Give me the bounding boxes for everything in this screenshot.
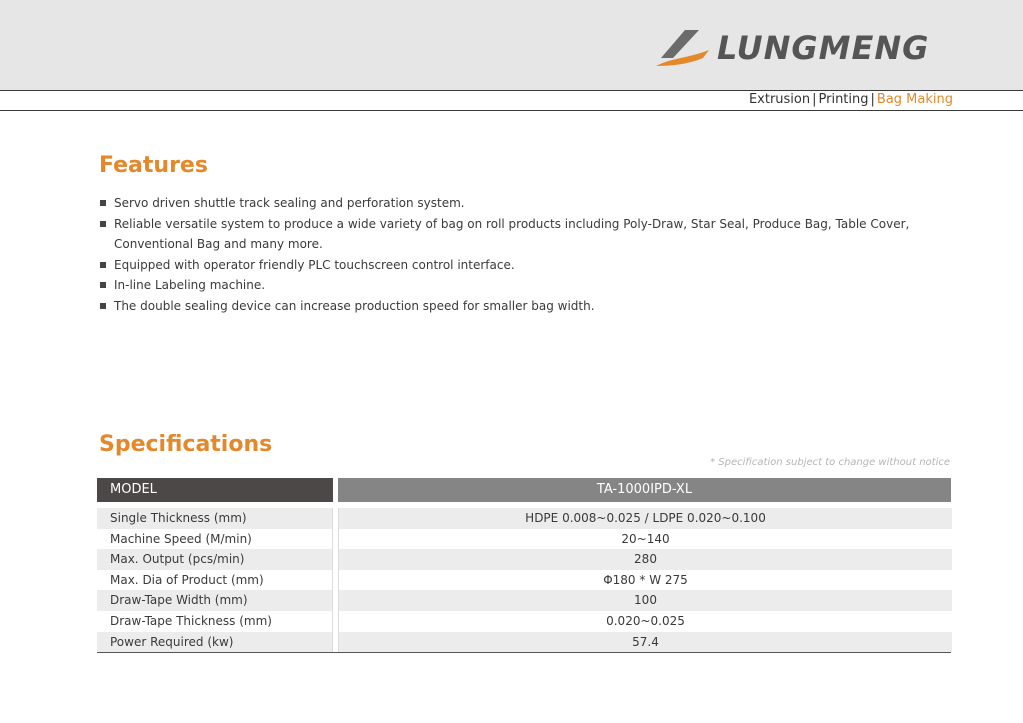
list-item [100, 255, 920, 276]
square-bullet-icon [100, 303, 106, 309]
nav-bag-making[interactable]: Bag Making [876, 92, 953, 107]
nav-extrusion[interactable]: Extrusion [748, 92, 811, 107]
table-row [97, 632, 951, 653]
spec-label: Single Thickness (mm) [97, 508, 333, 529]
table-row [97, 549, 951, 570]
list-item [100, 296, 920, 317]
list-item [100, 275, 920, 296]
square-bullet-icon [100, 200, 106, 206]
spec-table [97, 508, 951, 652]
nav-separator: | [870, 92, 875, 107]
category-nav [749, 91, 953, 109]
nav-separator: | [812, 92, 817, 107]
feature-text: Reliable versatile system to produce a wide variety of bag on roll products including Poly-Draw, Star Seal, Produce Bag, Table Cover, Conventional Bag and many more. [114, 216, 910, 251]
square-bullet-icon [100, 262, 106, 268]
spec-label: Max. Output (pcs/min) [97, 549, 333, 570]
spec-disclaimer: * Specification subject to change without notice [710, 457, 950, 468]
spec-value: 100 [338, 590, 952, 611]
spec-label: Power Required (kw) [97, 632, 333, 653]
brand-name: LUNGMENG [717, 29, 930, 67]
spec-value: 280 [338, 549, 952, 570]
feature-text: Equipped with operator friendly PLC touchscreen control interface. [114, 257, 515, 272]
spec-value: HDPE 0.008~0.025 / LDPE 0.020~0.100 [338, 508, 952, 529]
brand-logo[interactable] [655, 28, 929, 68]
spec-value: 20~140 [338, 529, 952, 550]
feature-text: The double sealing device can increase production speed for smaller bag width. [114, 298, 595, 313]
features-title: Features [99, 153, 208, 178]
spec-value: 0.020~0.025 [338, 611, 952, 632]
table-row [97, 570, 951, 591]
specifications-title: Specifications [99, 432, 273, 457]
nav-printing[interactable]: Printing [818, 92, 869, 107]
feature-text: In-line Labeling machine. [114, 278, 266, 292]
spec-value: 57.4 [338, 632, 952, 653]
features-list [100, 193, 920, 316]
spec-header-model: TA-1000IPD-XL [338, 478, 951, 502]
table-row [97, 508, 951, 529]
square-bullet-icon [100, 221, 106, 227]
page-header [0, 0, 1023, 91]
table-row [97, 611, 951, 632]
table-bottom-rule [97, 652, 951, 653]
spec-value: Φ180 * W 275 [338, 570, 952, 591]
spec-label: Max. Dia of Product (mm) [97, 570, 333, 591]
lungmeng-swoosh-icon [655, 28, 713, 68]
spec-label: Draw-Tape Thickness (mm) [97, 611, 333, 632]
nav-strip [0, 90, 1023, 111]
list-item [100, 214, 920, 255]
table-row [97, 590, 951, 611]
feature-text: Servo driven shuttle track sealing and perforation system. [114, 196, 465, 210]
list-item [100, 193, 920, 214]
square-bullet-icon [100, 282, 106, 288]
spec-label: Draw-Tape Width (mm) [97, 590, 333, 611]
spec-label: Machine Speed (M/min) [97, 529, 333, 550]
spec-header-label: MODEL [97, 478, 333, 502]
table-row [97, 529, 951, 550]
